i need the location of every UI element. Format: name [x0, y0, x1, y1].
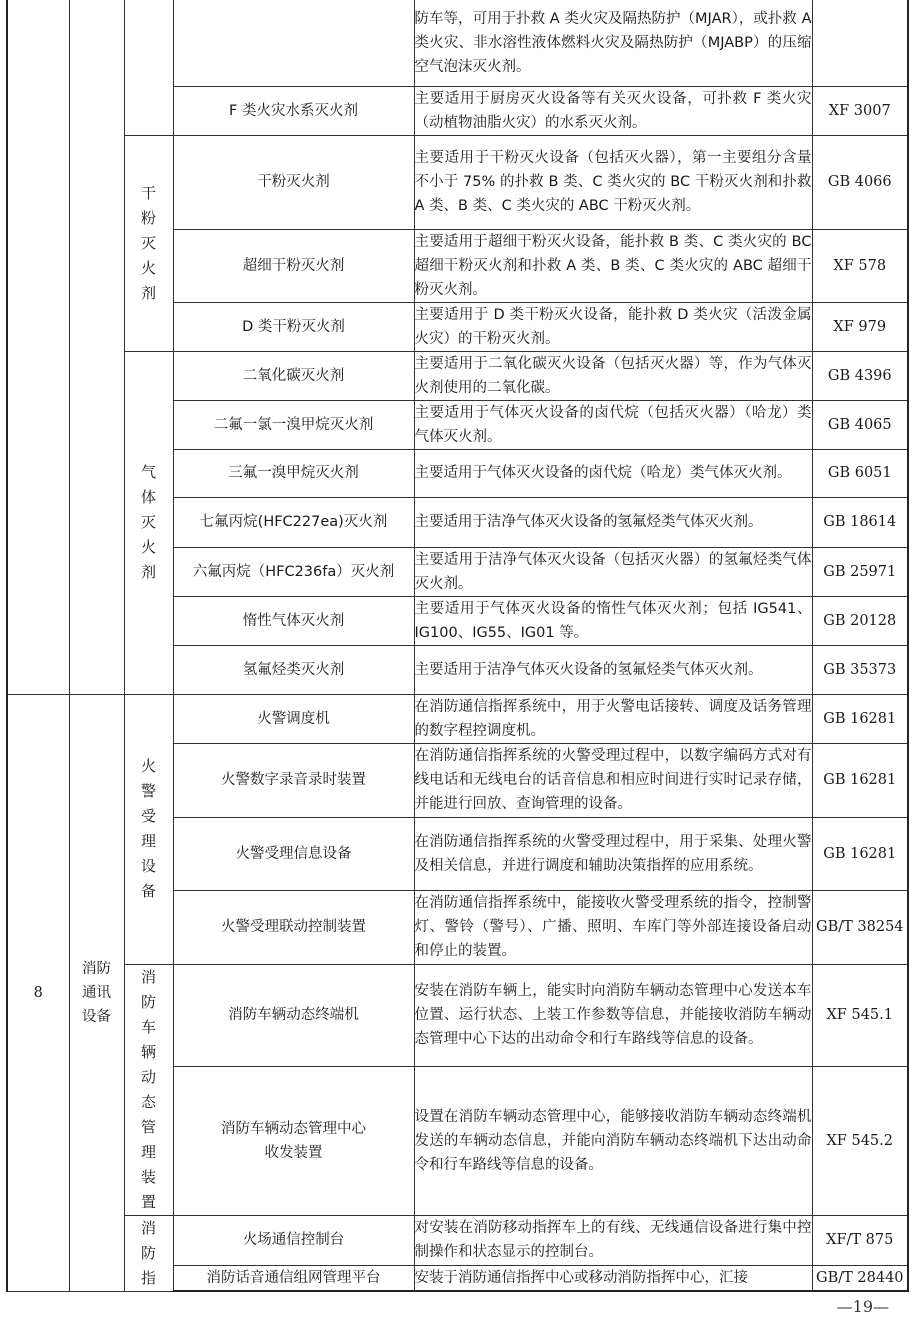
product-name: 消防话音通信组网管理平台 [173, 1265, 414, 1291]
group-category [69, 694, 124, 1291]
product-description: 主要适用于厨房灭火设备等有关灭火设备，可扑救 F 类火灾（动植物油脂火灾）的水系灭火剂。 [414, 86, 812, 135]
product-name: F 类火灾水系灭火剂 [173, 86, 414, 135]
prev-subgroup-cell [124, 0, 173, 135]
product-description: 主要适用于洁净气体灭火设备的氢氟烃类气体灭火剂。 [414, 497, 812, 547]
product-description: 主要适用于二氧化碳灭火设备（包括灭火器）等，作为气体灭火剂使用的二氧化碳。 [414, 351, 812, 400]
product-name: 火警数字录音录时装置 [173, 743, 414, 817]
standard-code: XF 3007 [812, 86, 908, 135]
table-row [7, 351, 908, 400]
subgroup-label [124, 1215, 173, 1291]
product-description: 设置在消防车辆动态管理中心，能够接收消防车辆动态终端机发送的车辆动态信息，并能向消防车辆动态终端机下达出动命令和行车路线等信息的设备。 [414, 1066, 812, 1215]
standard-code: XF 979 [812, 302, 908, 351]
product-name: 火警受理信息设备 [173, 817, 414, 890]
product-description: 安装于消防通信指挥中心或移动消防指挥中心，汇接 [414, 1265, 812, 1291]
standard-code: XF 578 [812, 229, 908, 302]
standards-table [6, 0, 909, 1292]
standard-code [812, 0, 908, 86]
product-name: 火场通信控制台 [173, 1215, 414, 1265]
product-description: 在消防通信指挥系统中，用于火警电话接转、调度及话务管理的数字程控调度机。 [414, 694, 812, 743]
standard-code: GB/T 38254 [812, 890, 908, 964]
subgroup-label [124, 694, 173, 964]
product-name: D 类干粉灭火剂 [173, 302, 414, 351]
prev-group-category-cell [69, 0, 124, 694]
standard-code: XF 545.2 [812, 1066, 908, 1215]
product-description: 主要适用于超细干粉灭火设备，能扑救 B 类、C 类火灾的 BC 超细干粉灭火剂和扑救 A 类、B 类、C 类火灾的 ABC 超细干粉灭火剂。 [414, 229, 812, 302]
table-row [7, 1215, 908, 1265]
table-row [7, 0, 908, 86]
product-name: 七氟丙烷(HFC227ea)灭火剂 [173, 497, 414, 547]
prev-group-number-cell [7, 0, 69, 694]
product-description: 主要适用于气体灭火设备的卤代烷（哈龙）类气体灭火剂。 [414, 449, 812, 497]
subgroup-label [124, 351, 173, 694]
standard-code: GB 35373 [812, 645, 908, 694]
subgroup-text: 消防指 [140, 1218, 156, 1287]
standard-code: GB 18614 [812, 497, 908, 547]
standard-code: GB 4066 [812, 135, 908, 229]
group-number: 8 [7, 694, 69, 1291]
subgroup-label [124, 135, 173, 351]
standard-code: GB 4065 [812, 400, 908, 449]
product-name: 消防车辆动态终端机 [173, 964, 414, 1066]
subgroup-text: 干粉灭火剂 [140, 183, 156, 302]
product-name: 火警调度机 [173, 694, 414, 743]
product-name: 二氟一氯一溴甲烷灭火剂 [173, 400, 414, 449]
product-name [173, 0, 414, 86]
product-description: 主要适用于干粉灭火设备（包括灭火器），第一主要组分含量不小于 75% 的扑救 B 类、C 类火灾的 BC 干粉灭火剂和扑救 A 类、B 类、C 类火灾的 ABC 干粉灭火剂。 [414, 135, 812, 229]
product-description: 防车等，可用于扑救 A 类火灾及隔热防护（MJAR），或扑救 A 类火灾、非水溶性液体燃料火灾及隔热防护（MJABP）的压缩空气泡沫灭火剂。 [414, 0, 812, 86]
product-name [173, 1066, 414, 1215]
standard-code: GB 25971 [812, 547, 908, 596]
standard-code: GB 16281 [812, 817, 908, 890]
product-description: 主要适用于气体灭火设备的惰性气体灭火剂；包括 IG541、IG100、IG55、IG01 等。 [414, 596, 812, 645]
product-name-text: 消防车辆动态管理中心收发装置 [221, 1120, 366, 1161]
subgroup-text: 消防车辆动态管理装置 [140, 967, 156, 1211]
subgroup-text: 火警受理设备 [140, 757, 156, 900]
product-name: 六氟丙烷（HFC236fa）灭火剂 [173, 547, 414, 596]
product-name: 超细干粉灭火剂 [173, 229, 414, 302]
table-row [7, 964, 908, 1066]
product-description: 主要适用于洁净气体灭火设备的氢氟烃类气体灭火剂。 [414, 645, 812, 694]
product-name: 氢氟烃类灭火剂 [173, 645, 414, 694]
standard-code: GB 16281 [812, 694, 908, 743]
product-description: 主要适用于洁净气体灭火设备（包括灭火器）的氢氟烃类气体灭火剂。 [414, 547, 812, 596]
product-description: 在消防通信指挥系统的火警受理过程中，用于采集、处理火警及相关信息，并进行调度和辅助决策指挥的应用系统。 [414, 817, 812, 890]
page-number: —19— [836, 1297, 889, 1316]
subgroup-text: 气体灭火剂 [140, 463, 156, 581]
standard-code: GB 20128 [812, 596, 908, 645]
product-name: 干粉灭火剂 [173, 135, 414, 229]
product-description: 主要适用于 D 类干粉灭火设备，能扑救 D 类火灾（活泼金属火灾）的干粉灭火剂。 [414, 302, 812, 351]
standard-code: XF/T 875 [812, 1215, 908, 1265]
product-description: 在消防通信指挥系统中，能接收火警受理系统的指令，控制警灯、警铃（警号）、广播、照明、车库门等外部连接设备启动和停止的装置。 [414, 890, 812, 964]
standard-code: GB 16281 [812, 743, 908, 817]
product-name: 三氟一溴甲烷灭火剂 [173, 449, 414, 497]
product-name: 二氧化碳灭火剂 [173, 351, 414, 400]
product-description: 对安装在消防移动指挥车上的有线、无线通信设备进行集中控制操作和状态显示的控制台。 [414, 1215, 812, 1265]
product-name: 惰性气体灭火剂 [173, 596, 414, 645]
product-description: 在消防通信指挥系统的火警受理过程中，以数字编码方式对有线电话和无线电台的话音信息和相应时间进行实时记录存储，并能进行回放、查询管理的设备。 [414, 743, 812, 817]
product-description: 安装在消防车辆上，能实时向消防车辆动态管理中心发送本车位置、运行状态、上装工作参数等信息，并能接收消防车辆动态管理中心下达的出动命令和行车路线等信息的设备。 [414, 964, 812, 1066]
standard-code: GB/T 28440 [812, 1265, 908, 1291]
standard-code: GB 6051 [812, 449, 908, 497]
product-name: 火警受理联动控制装置 [173, 890, 414, 964]
standard-code: XF 545.1 [812, 964, 908, 1066]
table-row [7, 135, 908, 229]
product-description: 主要适用于气体灭火设备的卤代烷（包括灭火器）（哈龙）类气体灭火剂。 [414, 400, 812, 449]
subgroup-label [124, 964, 173, 1215]
standard-code: GB 4396 [812, 351, 908, 400]
group-category-text: 消防通讯设备 [82, 960, 111, 1025]
table-row [7, 694, 908, 743]
